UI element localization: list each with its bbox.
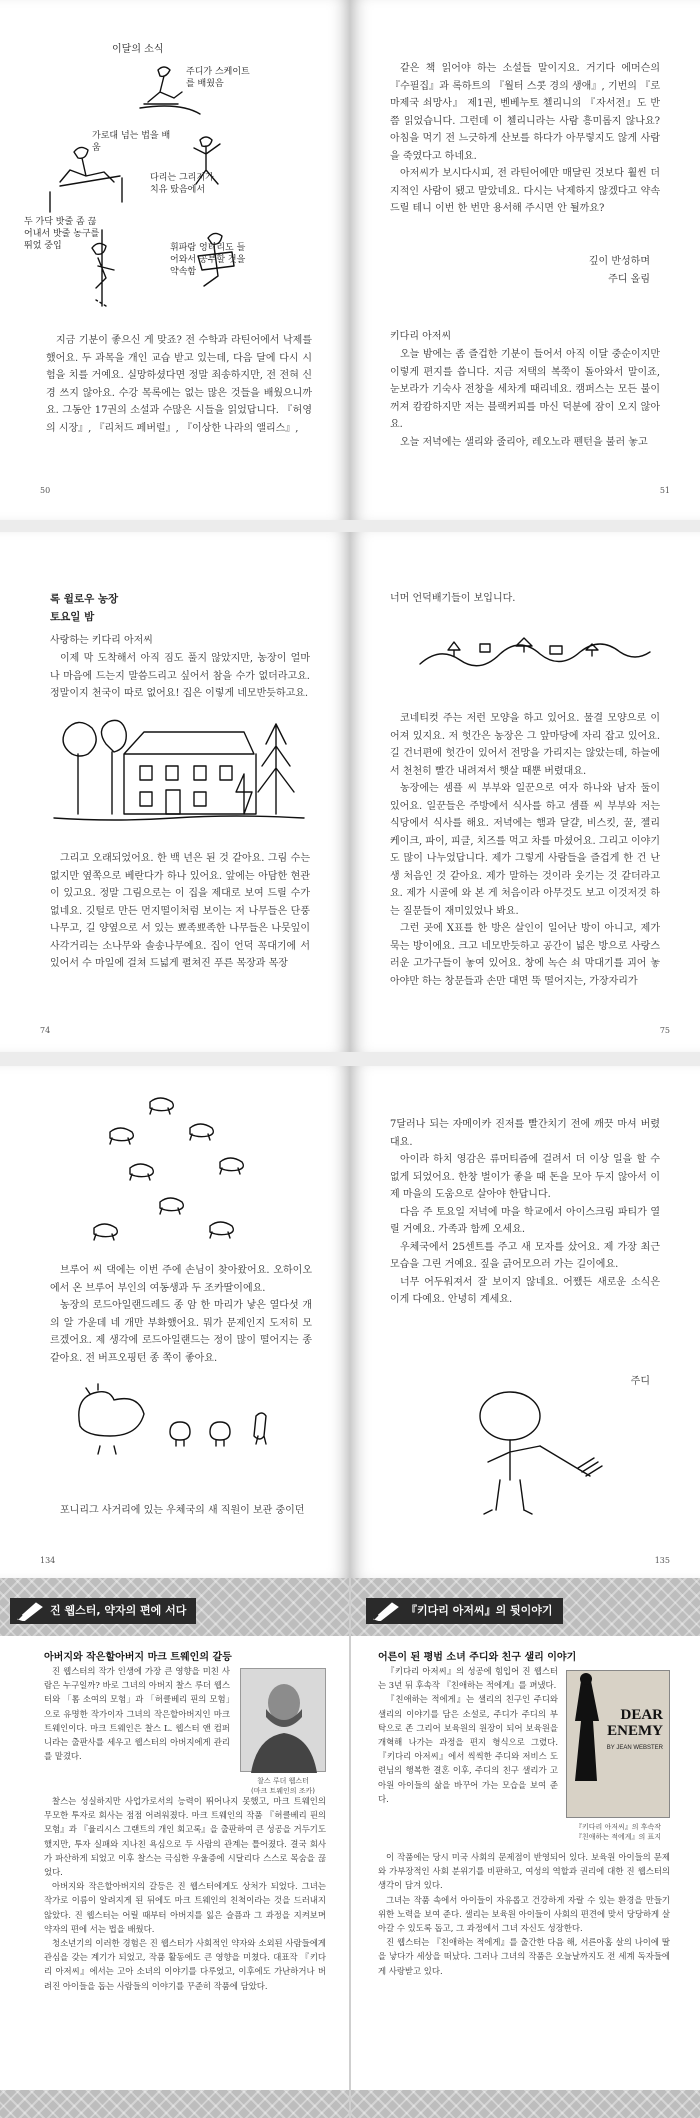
feature-subheading-right: 어른이 된 평범 소녀 주디와 친구 샐리 이야기: [378, 1652, 577, 1663]
sketch-label-hurdle: 가로대 넘는 법을 배움: [92, 131, 171, 153]
paragraph: 너무 어두워져서 잘 보이지 않네요. 어쨌든 새로운 소식은 이게 다예요. 안녕히 계세요.: [390, 1276, 660, 1305]
paragraph: 지금 기분이 좋으신 게 맞죠? 전 수학과 라틴어에서 낙제를 했어요. 두 과목을 개인 교습 받고 있는데, 다음 달에 다시 시험을 치를 거예요. 실망하셨다면 정말 죄송하지만, 전 전혀 신경 쓰지 않아요. 수강 목록에는 없는 많은 것들을 배웠으니까요. 그동안 17권의 소설과 수많은 시들을 읽었답니다. 『허영의 시장』, 『리처드 페버럴』, 『이상한 나라의 앨리스』,: [46, 335, 312, 434]
paragraph: 아이라 하치 영감은 류머티즘에 걸려서 더 이상 일을 할 수 없게 되었어요. 한창 벌이가 좋을 때 돈을 모아 두지 않아서 이제 마을의 도움으로 살아야 한답니다.: [390, 1154, 660, 1200]
page-number: 134: [40, 1556, 56, 1565]
body-text: [390, 1116, 660, 1309]
feature-subheading-left: 아버지와 작은할아버지 마크 트웨인의 갈등: [44, 1652, 232, 1663]
spread-2: [0, 532, 700, 1052]
paragraph: 찰스는 성실하지만 사업가로서의 능력이 뛰어나지 못했고, 마크 트웨인의 무모한 투자로 회사는 점점 어려워졌다. 마크 트웨인의 작품 『허클베리 핀의 모험』과 『율리시스 그랜트의 개인 회고록』을 출판하여 큰 성공을 거두기도 했지만, 투자 실패와 지나친 욕심으로 두 사람의 관계는 틀어졌다. 결국 회사가 파산하게 되었고 이후 찰스는 극심한 우울증에 시달리다 스스로 목숨을 끊었다.: [44, 1796, 326, 1878]
page-134: [0, 1066, 350, 1578]
paragraph: 포니리그 사거리에 있는 우체국의 새 직원이 보관 중이던: [60, 1505, 305, 1516]
gutter: [349, 1578, 351, 2118]
paragraph: 너머 언덕배기들이 보입니다.: [390, 593, 516, 604]
sketch-label-study: 휘파람 엉터리도 들어와서 공부할 것을 약속함: [170, 243, 246, 277]
pigs-sketch: [90, 1082, 270, 1252]
cover-title-line: DEAR: [620, 1707, 663, 1723]
heading-place: 록 윌로우 농장: [50, 593, 119, 605]
sketch-title: 이달의 소식: [112, 44, 164, 55]
paragraph: 진 웹스터는 『친애하는 적에게』를 출간한 다음 해, 서른아홉 살의 나이에 딸을 낳다가 세상을 떠났다. 그러나 그녀의 작품은 오늘날까지도 전 세계 독자들에게 사랑받고 있다.: [378, 1937, 670, 1976]
feature-tag-left: [10, 1598, 196, 1624]
pen-icon: [16, 1601, 44, 1621]
feature-tag-right-label: 『키다리 아저씨』의 뒷이야기: [406, 1604, 553, 1617]
farmhouse-sketch: [54, 714, 304, 834]
page-74: [0, 532, 350, 1052]
paragraph: 『키다리 아저씨』의 성공에 힘입어 진 웹스터는 3년 뒤 후속작 『친애하는 적에게』를 펴냈다.: [378, 1666, 558, 1691]
cover-title-line: ENEMY: [607, 1723, 663, 1739]
signature-line: 깊이 반성하며: [588, 256, 650, 267]
paragraph: 7달러나 되는 자메이카 진저를 빨간치기 전에 깨끗 마셔 버렸대요.: [390, 1119, 660, 1148]
body-text: [390, 590, 660, 608]
paragraph: 코네티컷 주는 저런 모양을 하고 있어요. 물결 모양으로 이어져 있지요. 저 헛간은 농장은 그 앞마당에 자리 잡고 있어요. 길 건너편에 헛간이 있어서 전망을 가리지는 않았는데, 하늘에서 천천히 빨간 내려져서 햇살 때뿐 버렸대요.: [390, 713, 660, 777]
cover-title: [607, 1707, 663, 1739]
cover-caption-line: 『키다리 아저씨』의 후속작: [574, 1823, 662, 1831]
feature-tag-right: [366, 1598, 563, 1624]
page-number: 50: [40, 486, 51, 495]
portrait-figure: [241, 1669, 327, 1773]
heading-date: 토요일 밤: [50, 611, 95, 623]
paragraph: 그녀는 작품 속에서 아이들이 자유롭고 건강하게 자랄 수 있는 환경을 만들기 위한 노력을 보여 준다. 샐리는 보육원 아이들이 사회의 편견에 맞서 당당하게 살아갈 수 있도록 돕고, 그 과정에서 그녀 자신도 성장한다.: [378, 1894, 670, 1934]
paragraph: 『친애하는 적에게』는 샐리의 친구인 주디와 샐리의 이야기를 담은 소설로, 주디가 주디의 부탁으로 존 그리어 보육원의 원장이 되어 보육원을 개혁해 나가는 과정을 편지 형식으로 그렸다. 『키다리 아저씨』에서 씩씩한 주디와 저비스 도련님의 행복한 결혼 이후, 주디의 친구 샐리가 고아원 아이들의 삶을 바꾸어 가는 모습을 보여 준다.: [378, 1694, 558, 1804]
page-number: 51: [659, 486, 670, 495]
paragraph: 농장의 로드아일랜드레드 종 암 한 마리가 낳은 열다섯 개의 알 가운데 네 개만 부화했어요. 뭐가 문제인지 도저히 모르겠어요. 제 생각에 로드아일랜드는 정이 많이 떨어지는 종 같아요. 전 버프오핑턴 종 쪽이 좋아요.: [50, 1300, 312, 1364]
cover-caption: [558, 1822, 678, 1842]
body-text: [46, 332, 312, 437]
sketch-label-rope: 두 가닥 밧줄 좀 끊어내서 밧줄 농구를 뛰었 중입: [24, 217, 100, 251]
spread-gap: [0, 1052, 700, 1066]
paragraph: 우체국에서 25센트를 주고 새 모자를 샀어요. 제 가장 최근 모습을 그린 거예요. 짚을 긁어모으러 가는 길이에요.: [390, 1241, 660, 1270]
salutation: 키다리 아저씨: [390, 331, 452, 342]
cover-author: BY JEAN WEBSTER: [606, 1745, 663, 1751]
paragraph: 같은 책 읽어야 하는 소설들 말이지요. 거기다 에머슨의 『수필집』과 록하트의 『월터 스콧 경의 생애』, 기번의 『로마제국 쇠망사』 제1권, 벤베누토 첼리니의 『자서전』도 반쯤 읽었습니다. 그런데 이 첼리니라는 사람 흥미롭지 않나요? 아침을 먹기 전 느긋하게 산보를 하다가 아무렇지도 않게 사람을 죽였다고 하네요.: [390, 63, 660, 162]
feature-text-left-top: [44, 1664, 230, 1763]
feature-text-left: [44, 1794, 326, 1993]
portrait-caption-line: 찰스 루더 웹스터: [257, 1777, 309, 1785]
spread-3: [0, 1066, 700, 1578]
portrait-caption-line: (마크 트웨인의 조카): [250, 1787, 315, 1795]
paragraph: 아저씨가 보시다시피, 전 라틴어에만 매달린 것보다 훨씬 더 지적인 사람이 됐고 말았네요. 다시는 낙제하지 않겠다고 약속드릴 테니 이번 한 번만 용서해 주시면 안 될까요?: [390, 168, 660, 214]
paragraph: 다음 주 토요일 저녁에 마을 학교에서 아이스크림 파티가 열릴 거예요. 가족과 함께 오세요.: [390, 1206, 660, 1235]
signature-line: 주디 올림: [608, 274, 650, 285]
spread-gap: [0, 520, 700, 532]
hills-sketch: [420, 628, 650, 678]
body-text-2: [390, 346, 660, 451]
girl-with-hat-sketch: [460, 1386, 610, 1526]
letter-heading: [50, 590, 118, 626]
sketch-label-skate: 주디가 스케이트를 배웠음: [186, 67, 250, 89]
sketch-label-legs: 다리는 그리지가 치유 탔음에서: [150, 173, 214, 195]
body-text: [50, 650, 310, 703]
page-number: 75: [659, 1026, 670, 1035]
paragraph: 오늘 저녁에는 샐리와 줄리아, 레오노라 펜턴을 불러 놓고: [400, 436, 648, 448]
paragraph: 브루어 씨 댁에는 이번 주에 손님이 찾아왔어요. 오하이오에서 온 브루어 부인의 여동생과 두 조카딸이에요.: [50, 1265, 312, 1294]
paragraph: 그리고 오래되었어요. 한 백 년은 된 것 같아요. 그림 수는 없지만 옆쪽으로 베란다가 하나 있어요. 앞에는 아담한 현관이 있고요. 정말 그림으로는 이 집을 제대로 보여 드릴 수가 없네요. 깃털로 만든 먼지떨이처럼 보이는 저 나무들은 단풍나무고, 길 양옆으로 서 있는 뾰족뾰족한 나무들은 나뭇잎이 사각거리는 소나무와 솔송나무예요. 집이 언덕 꼭대기에 서 있어서 수 마일에 걸쳐 드넓게 펼쳐진 푸른 목장과 목장: [50, 853, 310, 969]
feature-spread: [0, 1578, 700, 2118]
signature: 주디: [630, 1376, 650, 1387]
body-text-2: [50, 1502, 312, 1520]
page-135: [350, 1066, 700, 1578]
page-number: 74: [40, 1026, 51, 1035]
paragraph: 이제 막 도착해서 아직 짐도 풀지 않았지만, 농장이 얼마나 마음에 드는지 말씀드리고 싶어서 참을 수가 없더라고요. 정말이지 천국이 따로 없어요! 집은 이렇게 네모반듯하고요.: [50, 653, 310, 699]
portrait-charles-webster: [240, 1668, 326, 1772]
feature-text-right: [378, 1850, 670, 1978]
chickens-sketch: [60, 1376, 290, 1456]
feature-text-right-top: [378, 1664, 558, 1806]
body-text-2: [50, 850, 310, 973]
page-75: [350, 532, 700, 1052]
paragraph: 청소년기의 이러한 경험은 진 웹스터가 사회적인 약자와 소외된 사람들에게 관심을 갖는 계기가 되었고, 작품 활동에도 큰 영향을 미쳤다. 대표작 『키다리 아저씨』에서는 고아 소녀의 이야기를 다루었고, 이후에도 가난하거나 버려진 아이들을 돕는 사람들의 이야기를 꾸준히 작품에 담았다.: [44, 1938, 326, 1991]
book-cover-dear-enemy: [566, 1670, 670, 1818]
body-text-2: [390, 710, 660, 990]
cover-caption-line: 『친애하는 적에게』의 표지: [574, 1833, 662, 1841]
page-number: 135: [654, 1556, 670, 1565]
feature-tag-left-label: 진 웹스터, 약자의 편에 서다: [50, 1604, 187, 1617]
paragraph: 진 웹스터의 작가 인생에 가장 큰 영향을 미친 사람은 누구일까? 바로 그녀의 아버지 찰스 루더 웹스터와 「톰 소여의 모험」과 「허클베리 핀의 모험」으로 유명한 작가이자 그녀의 작은할아버지인 마크 트웨인이다. 마크 트웨인은 찰스 L. 웹스터 앤 컴퍼니라는 출판사를 세우고 웹스터의 아버지에게 관리를 맡겼다.: [44, 1666, 230, 1762]
page-51: [350, 0, 700, 520]
paragraph: 농장에는 셈플 씨 부부와 일꾼으로 여자 하나와 남자 둘이 있어요. 일꾼들은 주방에서 식사를 하고 셈플 씨 부부와 저는 식당에서 식사를 해요. 저녁에는 햄과 달걀, 비스킷, 꿀, 젤리 케이크, 파이, 피클, 치즈를 먹고 차를 마셨어요. 그리고 이야기도 많이 나누었답니다. 제가 그렇게 사람들을 즐겁게 한 건 난생 처음인 것 같아요. 제가 말하는 것이라 웃기는 것 같더라고요. 제가 시골에 와 본 게 처음이라 아무것도 보고 이것저것 하는 질문들이 재미있었나 봐요.: [390, 783, 660, 917]
paragraph: 그런 곳에 X표를 한 방은 살인이 일어난 방이 아니고, 제가 묵는 방이에요. 크고 네모반듯하고 공간이 넓은 방으로 사랑스러운 고가구들이 놓여 있어요. 창에 녹슨 쇠 막대기를 괴어 놓아야만 하는 창문들과 손만 대면 뚝 떨어지는, 가장자리가: [390, 923, 660, 987]
paragraph: 오늘 밤에는 좀 즐겁한 기분이 들어서 아직 이달 중순이지만 이렇게 편지를 씁니다. 지금 저택의 복쭉이 돌아와서 말이죠, 눈보라가 기숙사 전창을 세차게 때리네요. 캠퍼스는 모든 불이 꺼져 캄캄하지만 저는 블랙커피를 마신 덕분에 잠이 오지 않아요.: [390, 349, 660, 430]
pen-icon: [372, 1601, 400, 1621]
page-50: [0, 0, 350, 520]
portrait-caption: [232, 1776, 334, 1796]
paragraph: 이 작품에는 당시 미국 사회의 문제점이 반영되어 있다. 보육원 아이들의 문제와 가부장적인 사회 분위기를 비판하고, 여성의 역할과 권리에 대한 진 웹스터의 생각이 담겨 있다.: [378, 1852, 670, 1891]
body-text: [390, 60, 660, 218]
paragraph: 아버지와 작은할아버지의 갈등은 진 웹스터에게도 상처가 되었다. 그녀는 작가로 이름이 알려지게 된 뒤에도 마크 트웨인의 친척이라는 것을 드러내지 않았다. 진 웹스터는 어릴 때부터 아버지를 잃은 슬픔과 그 과정을 지켜보며 약자의 편에 서는 법을 배웠다.: [44, 1881, 326, 1934]
salutation: 사랑하는 키다리 아저씨: [50, 635, 153, 646]
body-text: [50, 1262, 312, 1367]
spread-1: [0, 0, 700, 520]
